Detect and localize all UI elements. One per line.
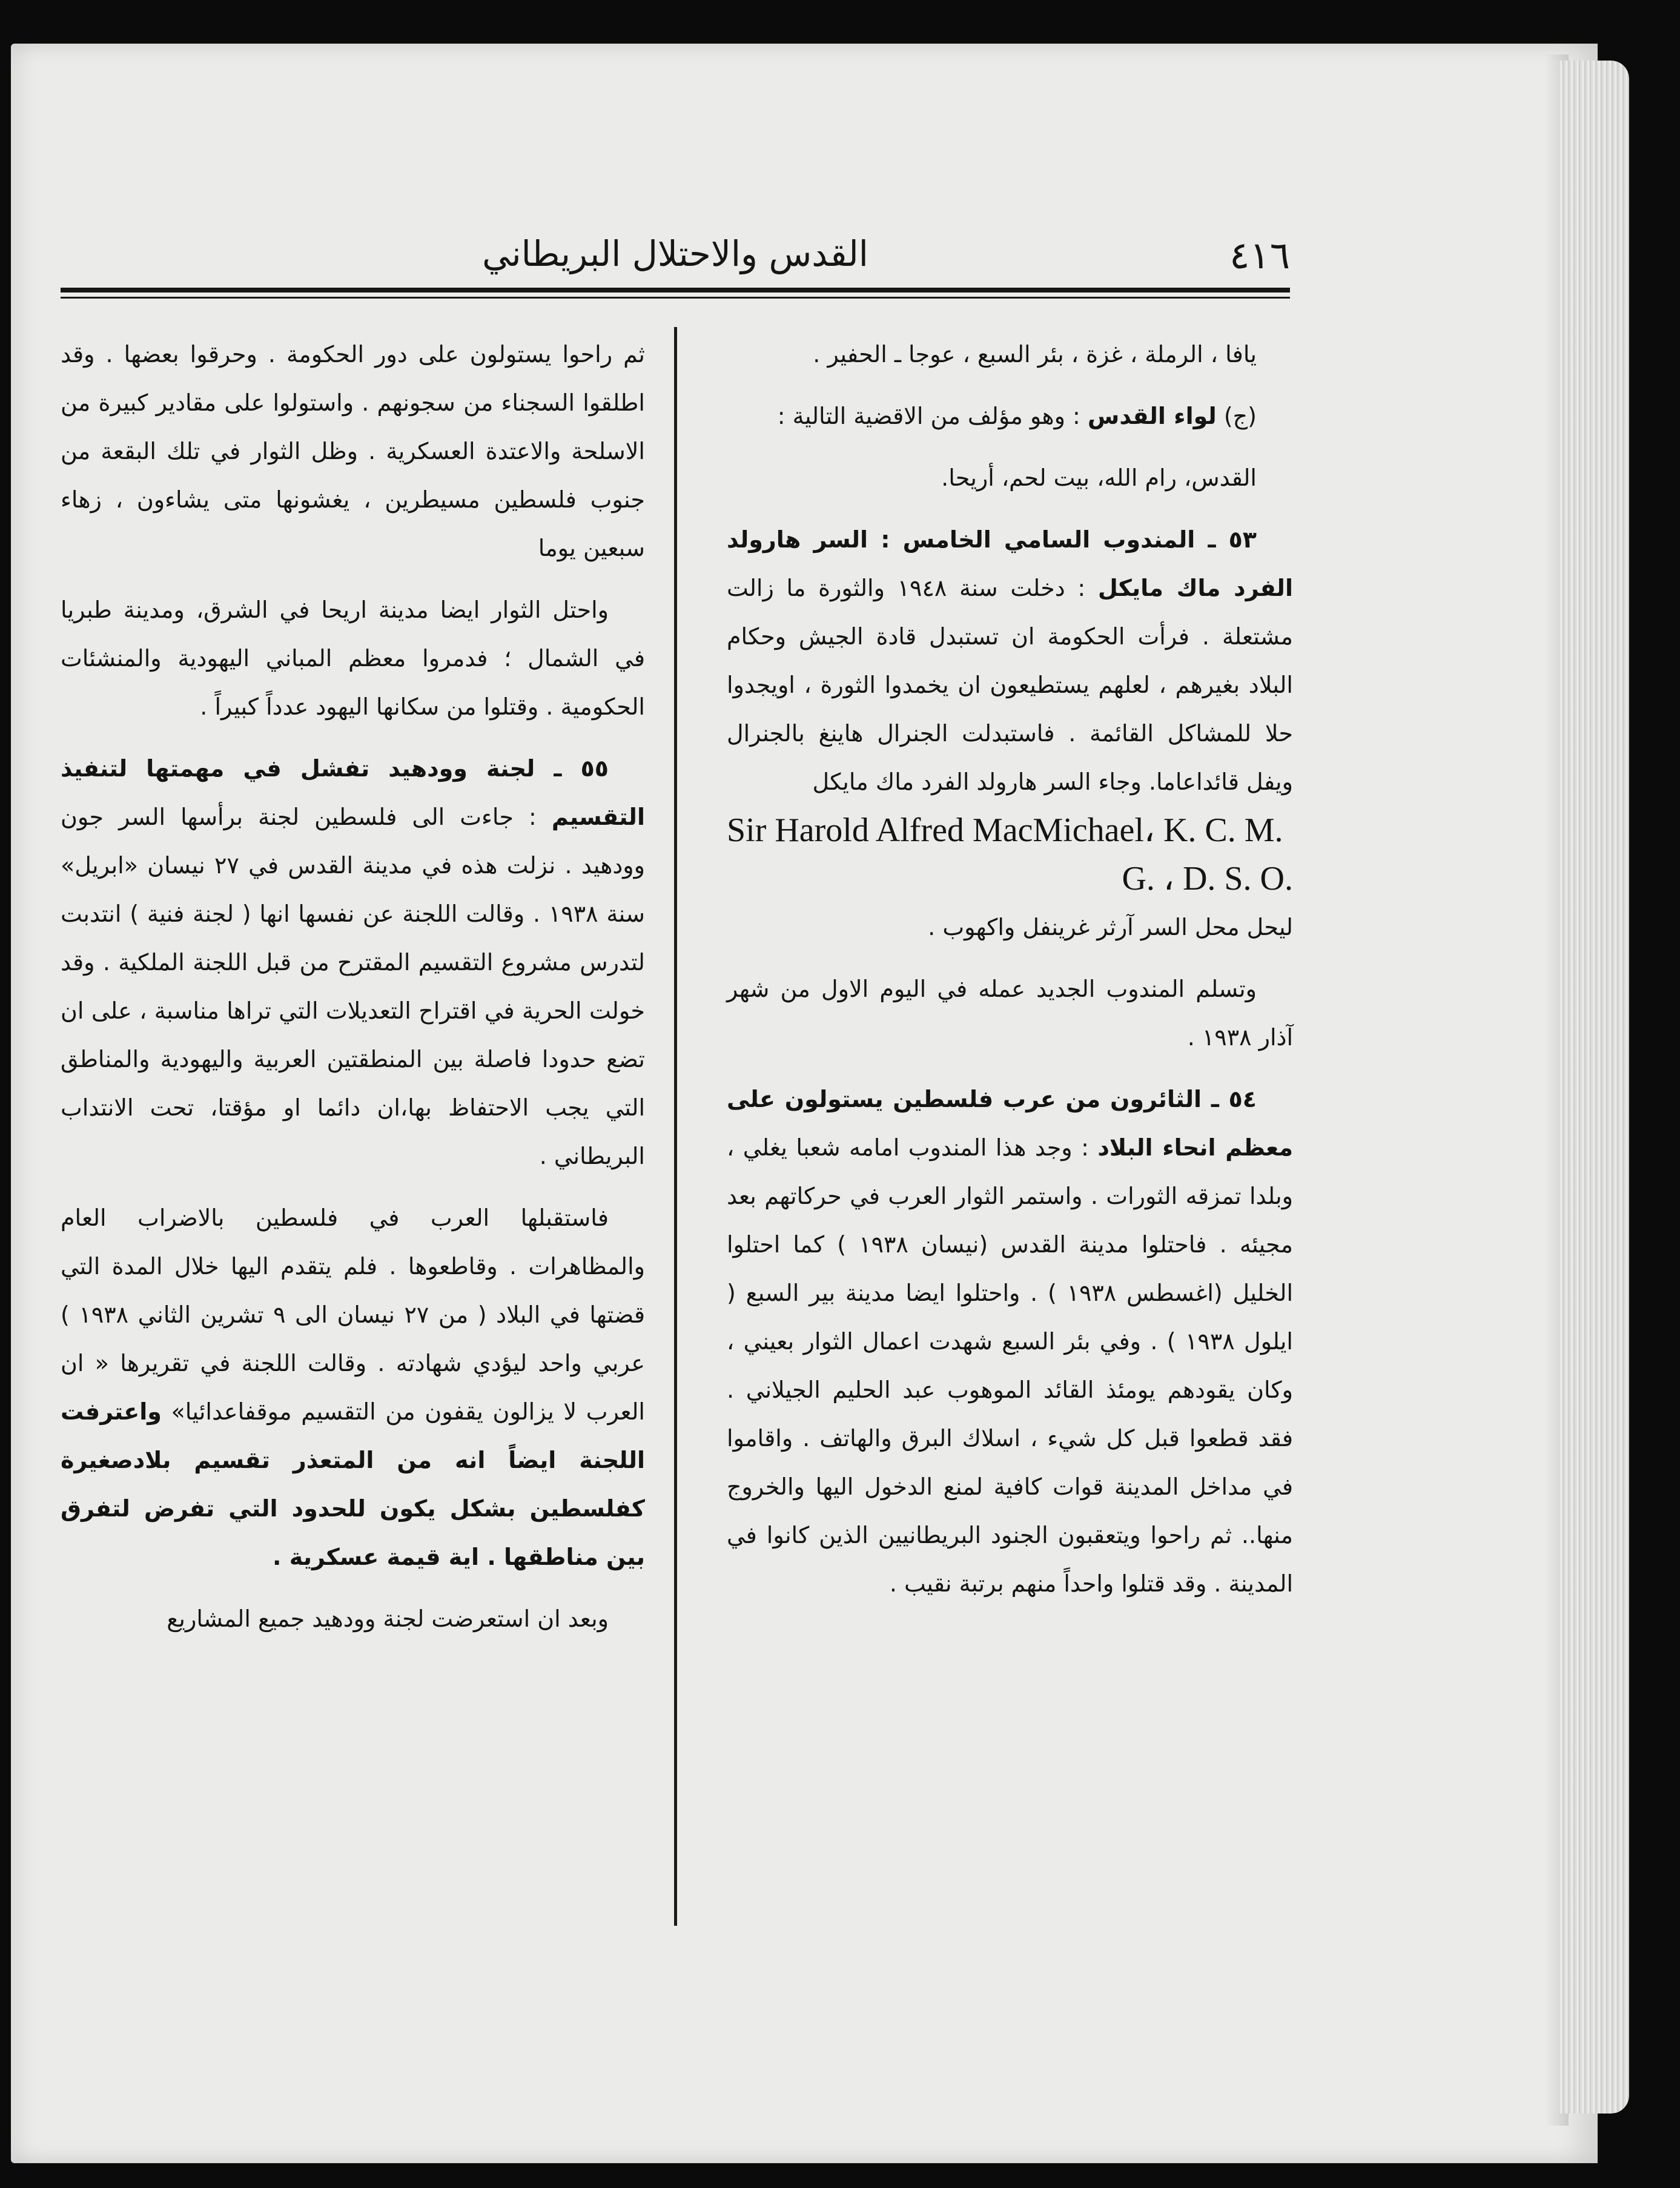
jerusalem-district-paragraph bbox=[727, 392, 1293, 440]
entry-53 bbox=[727, 515, 1293, 806]
district-list-jerusalem: القدس، رام الله، بيت لحم، أريحا. bbox=[941, 464, 1257, 491]
jerusalem-district-heading: لواء القدس bbox=[1087, 403, 1217, 429]
right-column bbox=[727, 330, 1293, 1608]
entry-54 bbox=[727, 1075, 1293, 1608]
left-paragraph-1: ثم راحوا يستولون على دور الحكومة . وحرقوا بعضها . وقد اطلقوا السجناء من سجونهم . واستولوا على مقادير كبيرة من الاسلحة والاعتدة العسكرية . وظل الثوار في تلك البقعة من جنوب فلسطين مسيطرين ، يغشونها متى يشاءون ، زهاء سبعين يوما bbox=[61, 341, 645, 561]
entry-53-tail: ليحل محل السر آرثر غرينفل واكهوب . bbox=[928, 914, 1293, 940]
entry-54-text: : وجد هذا المندوب امامه شعبا يغلي ، وبلدا تمزقه الثورات . واستمر الثوار العرب في حركاتهم بعد مجيئه . فاحتلوا مدينة القدس (نيسان ١٩٣٨ ) كما احتلوا الخليل (اغسطس ١٩٣٨ ) . واحتلوا ايضا مدينة بير السبع ( ايلول ١٩٣٨ ) . وفي بئر السبع شهدت اعمال الثوار بعيني ، وكان يقودهم يومئذ القائد الموهوب عبد الحليم الجيلاني . فقد قطعوا قبل كل شيء ، اسلاك البرق والهاتف . واقاموا في مداخل المدينة قوات كافية لمنع الدخول اليها والخروج منها.. ثم راحوا ويتعقبون الجنود البريطانيين الذين كانوا في المدينة . وقد قتلوا واحداً منهم برتبة نقيب . bbox=[727, 1134, 1294, 1597]
entry-55-text: : جاءت الى فلسطين لجنة برأسها السر جون وودهيد . نزلت هذه في مدينة القدس في ٢٧ نيسان «ابريل» سنة ١٩٣٨ . وقالت اللجنة عن نفسها انها ( لجنة فنية ) انتدبت لتدرس مشروع التقسيم المقترح من قبل اللجنة الملكية . وقد خولت الحرية في اقتراح التعديلات التي تراها مناسبة ، على ان تضع حدودا فاصلة بين المنطقتين العربية واليهودية والمناطق التي يجب الاحتفاظ بها،ان دائما او مؤقتا، تحت الانتداب البريطاني . bbox=[61, 804, 645, 1169]
left-paragraph-4-bold: واعترفت اللجنة ايضاً انه من المتعذر تقسيم بلادصغيرة كفلسطين بشكل يكون للحدود التي تفرض لتفرق بين مناطقها . اية قيمة عسكرية . bbox=[61, 1398, 645, 1570]
header-rule-thick bbox=[61, 288, 1290, 293]
left-paragraph-4 bbox=[61, 1194, 645, 1581]
entry-55-heading: ٥٥ ـ لجنة وودهيد تفشل في مهمتها لتنفيذ التقسيم bbox=[61, 755, 645, 830]
running-title: القدس والاحتلال البريطاني bbox=[482, 233, 868, 274]
left-column bbox=[61, 330, 645, 1643]
entry-53-text: : دخلت سنة ١٩٤٨ والثورة ما زالت مشتعلة . فرأت الحكومة ان تستبدل قادة الجيش وحكام البلاد بغيرهم ، لعلهم يستطيعون ان يخمدوا الثورة ، اويجدوا حلا للمشاكل القائمة . فاستبدلت الجنرال هاينغ بالجنرال ويفل قائداعاما. وجاء السر هارولد الفرد ماك مايكل bbox=[727, 575, 1293, 795]
left-paragraph-5: وبعد ان استعرضت لجنة وودهيد جميع المشاريع bbox=[167, 1605, 609, 1632]
latin-name: Sir Harold Alfred MacMichael، K. C. M. G. ، D. S. O. bbox=[727, 811, 1293, 897]
header-rule-thin bbox=[61, 297, 1290, 299]
jerusalem-district-text: : وهو مؤلف من الاقضية التالية : bbox=[777, 403, 1080, 429]
left-paragraph-2: واحتل الثوار ايضا مدينة اريحا في الشرق، ومدينة طبريا في الشمال ؛ فدمروا معظم المباني اليهودية والمنشئات الحكومية . وقتلوا من سكانها اليهود عدداً كبيراً . bbox=[61, 597, 645, 720]
entry-54-heading: ٥٤ ـ الثائرون من عرب فلسطين يستولون على معظم انحاء البلاد bbox=[727, 1086, 1293, 1161]
entry-53-heading: ٥٣ ـ المندوب السامي الخامس : السر هارولد الفرد ماك مايكل bbox=[727, 526, 1293, 601]
item-label: (ج) bbox=[1223, 403, 1257, 429]
page-stack-edge bbox=[1559, 61, 1629, 2114]
page-number: ٤١٦ bbox=[1229, 233, 1290, 277]
entry-55 bbox=[61, 744, 645, 1180]
page-header bbox=[61, 233, 1290, 294]
column-divider bbox=[674, 327, 677, 1926]
district-list-jaffa: يافا ، الرملة ، غزة ، بئر السبع ، عوجا ـ الحفير . bbox=[813, 341, 1257, 368]
entry-53-paragraph-2: وتسلم المندوب الجديد عمله في اليوم الاول من شهر آذار ١٩٣٨ . bbox=[727, 976, 1293, 1051]
left-paragraph-4-text: فاستقبلها العرب في فلسطين بالاضراب العام والمظاهرات . وقاطعوها . فلم يتقدم اليها خلال المدة التي قضتها في البلاد ( من ٢٧ نيسان الى ٩ تشرين الثاني ١٩٣٨ ) عربي واحد ليؤدي شهادته . وقالت اللجنة في تقريرها « ان العرب لا يزالون يقفون من التقسيم موقفاعدائيا» bbox=[61, 1205, 646, 1425]
